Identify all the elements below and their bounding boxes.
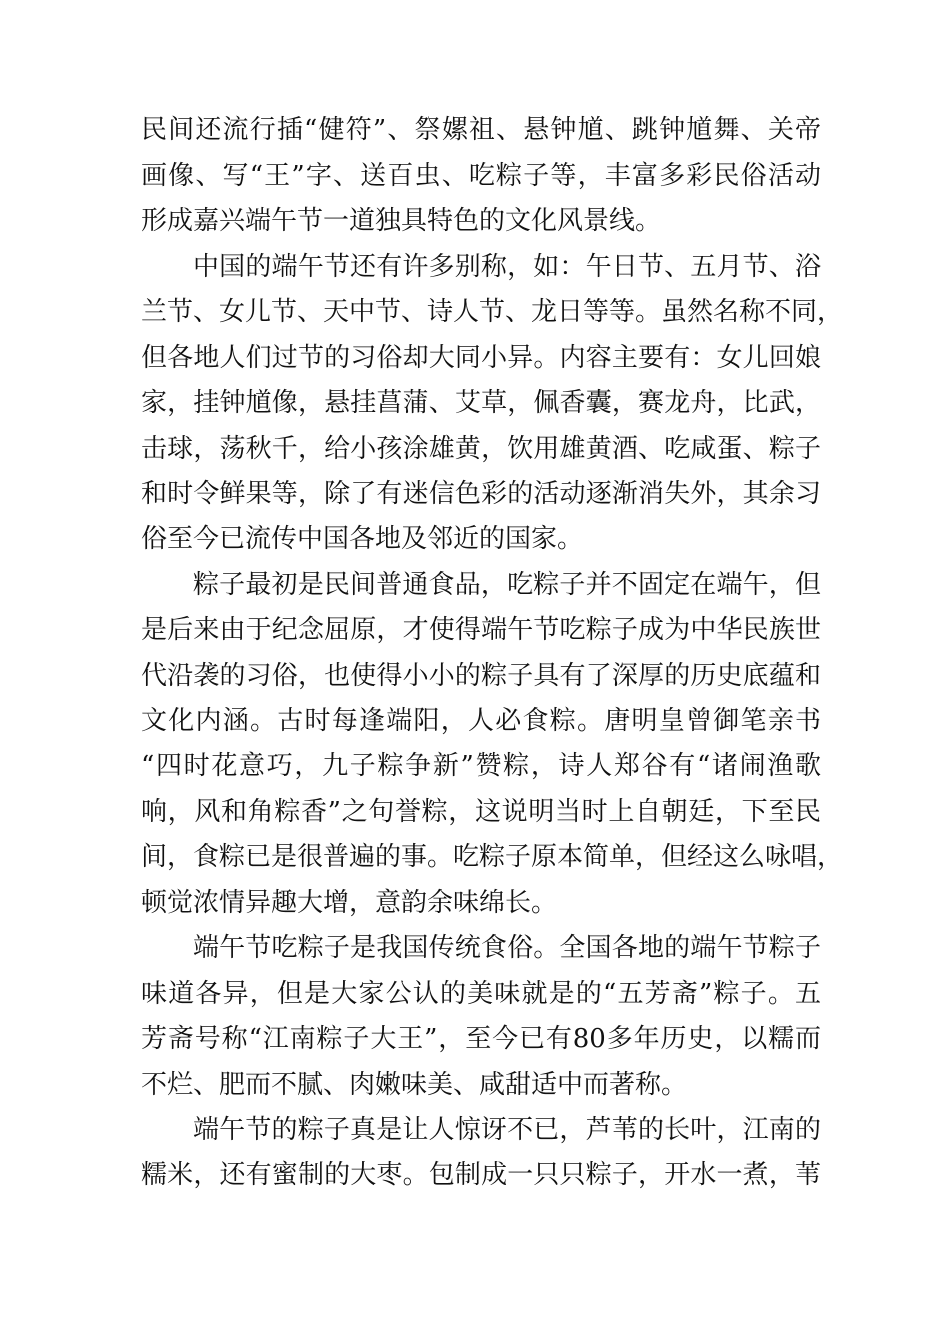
- text-line: 形成嘉兴端午节一道独具特色的文化风景线。: [141, 206, 662, 236]
- text-line: 击球，荡秋千，给小孩涂雄黄，饮用雄黄酒、吃咸蛋、粽子: [141, 434, 821, 464]
- text-line: 兰节、女儿节、天中节、诗人节、龙日等等。虽然名称不同，: [141, 297, 844, 327]
- text-line: 端午节的粽子真是让人惊讶不已，芦苇的长叶，江南的: [193, 1115, 821, 1145]
- text-line: 画像、写“王”字、送百虫、吃粽子等，丰富多彩民俗活动: [141, 161, 821, 191]
- text-line: 和时令鲜果等，除了有迷信色彩的活动逐渐消失外，其余习: [141, 479, 821, 509]
- text-line: 响，风和角粽香”之句誉粽，这说明当时上自朝廷，下至民: [141, 797, 821, 827]
- text-line: 民间还流行插“健符”、祭嫘祖、悬钟馗、跳钟馗舞、关帝: [141, 115, 821, 145]
- text-line: 但各地人们过节的习俗却大同小异。内容主要有：女儿回娘: [141, 343, 821, 373]
- text-line: 不烂、肥而不腻、肉嫩味美、咸甜适中而著称。: [141, 1070, 688, 1100]
- text-line: 味道各异，但是大家公认的美味就是的“五芳斋”粽子。五: [141, 979, 821, 1009]
- text-line: 芳斋号称“江南粽子大王”，至今已有80多年历史，以糯而: [141, 1024, 821, 1054]
- text-line: 文化内涵。古时每逢端阳，人必食粽。唐明皇曾御笔亲书: [141, 706, 821, 736]
- text-line: 粽子最初是民间普通食品，吃粽子并不固定在端午，但: [193, 570, 821, 600]
- text-line: 顿觉浓情异趣大增，意韵余味绵长。: [141, 888, 558, 918]
- text-line: 间，食粽已是很普遍的事。吃粽子原本简单，但经这么咏唱，: [141, 842, 844, 872]
- text-line: 俗至今已流传中国各地及邻近的国家。: [141, 524, 584, 554]
- text-line: “四时花意巧，九子粽争新”赞粽，诗人郑谷有“诸闹渔歌: [141, 751, 821, 781]
- text-line: 糯米，还有蜜制的大枣。包制成一只只粽子，开水一煮，苇: [141, 1160, 821, 1190]
- text-line: 端午节吃粽子是我国传统食俗。全国各地的端午节粽子: [193, 933, 821, 963]
- text-line: 是后来由于纪念屈原，才使得端午节吃粽子成为中华民族世: [141, 615, 821, 645]
- text-line: 家，挂钟馗像，悬挂菖蒲、艾草，佩香囊，赛龙舟，比武，: [141, 388, 821, 418]
- text-line: 中国的端午节还有许多别称，如：午日节、五月节、浴: [193, 252, 821, 282]
- text-line: 代沿袭的习俗，也使得小小的粽子具有了深厚的历史底蕴和: [141, 661, 821, 691]
